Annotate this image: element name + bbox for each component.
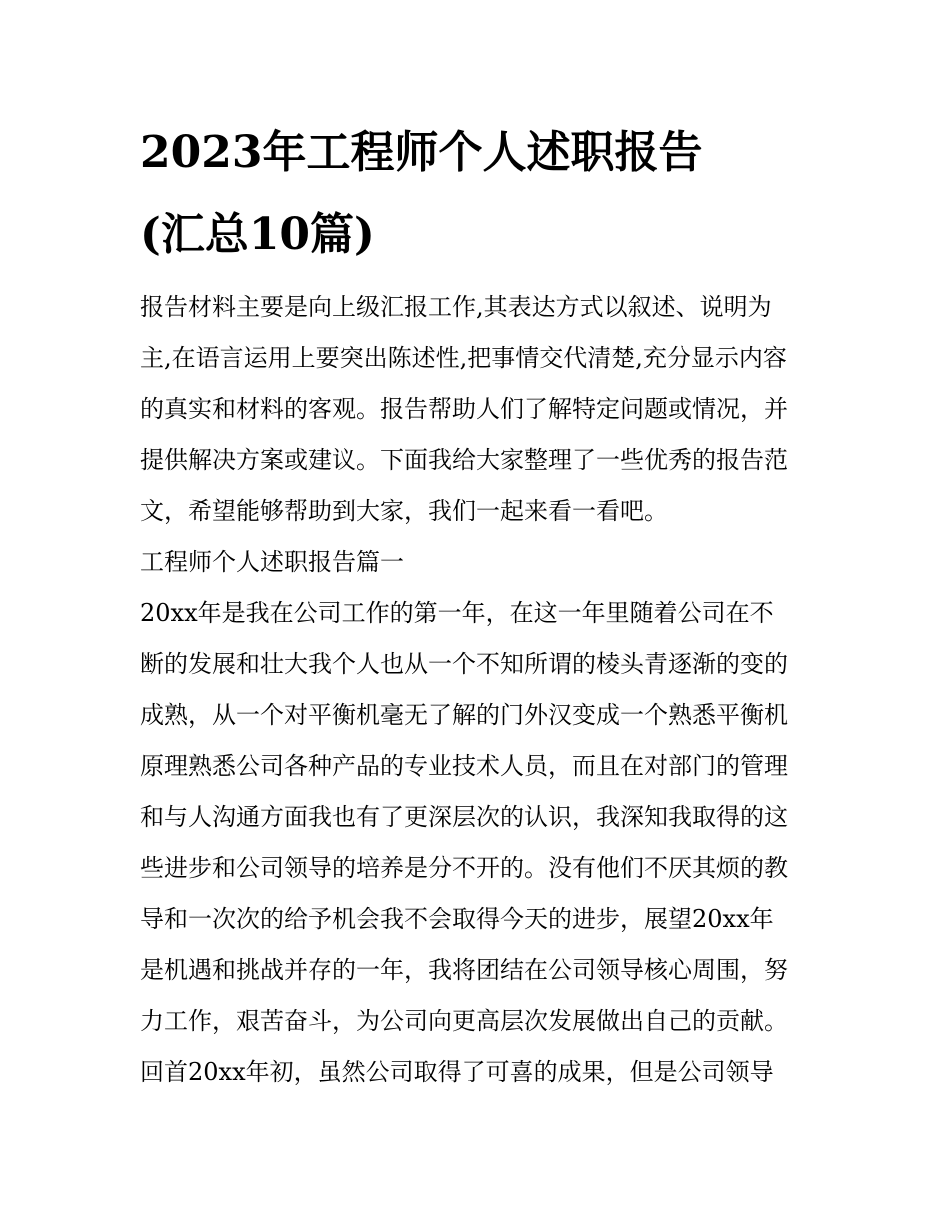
body-paragraph <box>140 588 815 1098</box>
text-line: 20xx年是我在公司工作的第一年，在这一年里随着公司在不 <box>140 599 774 627</box>
text-line: 文，希望能够帮助到大家，我们一起来看一看吧。 <box>140 497 668 525</box>
document-title <box>140 112 815 276</box>
text-line: 断的发展和壮大我个人也从一个不知所谓的棱头青逐渐的变的 <box>140 650 788 678</box>
section-heading: 工程师个人述职报告篇一 <box>140 548 404 576</box>
text-line: 报告材料主要是向上级汇报工作,其表达方式以叙述、说明为 <box>140 293 772 321</box>
title-line: 2023年工程师个人述职报告 <box>140 127 703 178</box>
text-line: 导和一次次的给予机会我不会取得今天的进步，展望20xx年 <box>140 905 774 933</box>
text-line: 的真实和材料的客观。报告帮助人们了解特定问题或情况，并 <box>140 395 788 423</box>
text-line: 是机遇和挑战并存的一年，我将团结在公司领导核心周围，努 <box>140 956 788 984</box>
text-line: 提供解决方案或建议。下面我给大家整理了一些优秀的报告范 <box>140 446 788 474</box>
text-line: 原理熟悉公司各种产品的专业技术人员，而且在对部门的管理 <box>140 752 788 780</box>
text-line: 和与人沟通方面我也有了更深层次的认识，我深知我取得的这 <box>140 803 788 831</box>
document-content <box>140 112 815 1098</box>
intro-paragraph <box>140 282 815 537</box>
text-line: 成熟，从一个对平衡机毫无了解的门外汉变成一个熟悉平衡机 <box>140 701 788 729</box>
text-line: 力工作，艰苦奋斗，为公司向更高层次发展做出自己的贡献。 <box>140 1007 788 1035</box>
title-line: (汇总10篇) <box>140 209 375 260</box>
text-line: 回首20xx年初，虽然公司取得了可喜的成果，但是公司领导 <box>140 1058 774 1086</box>
text-line: 些进步和公司领导的培养是分不开的。没有他们不厌其烦的教 <box>140 854 788 882</box>
text-line: 主,在语言运用上要突出陈述性,把事情交代清楚,充分显示内容 <box>140 344 787 372</box>
